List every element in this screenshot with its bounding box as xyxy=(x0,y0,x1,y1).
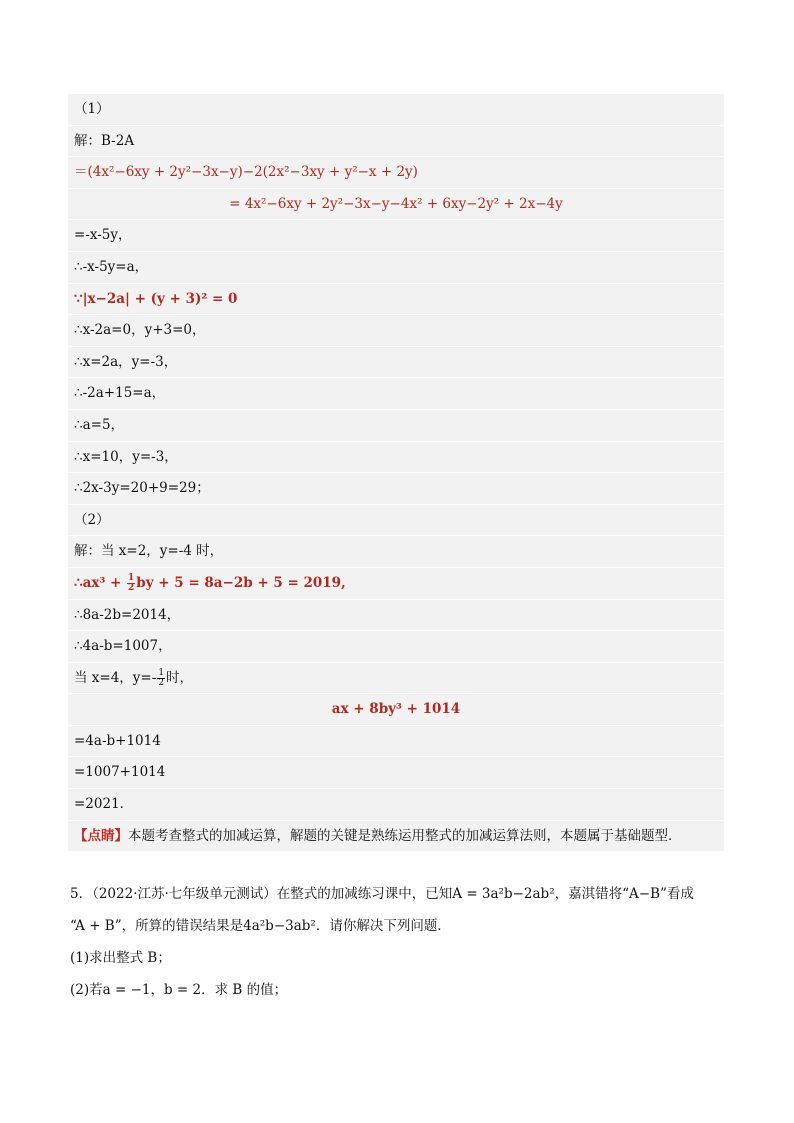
line-text: =-x-5y， xyxy=(74,227,132,244)
solution-line xyxy=(68,315,724,347)
line-text: 当 x=4，y=- xyxy=(74,669,157,686)
fraction-denominator: 2 xyxy=(128,582,135,593)
solution-line-condition xyxy=(68,284,724,316)
line-text: ∴a=5， xyxy=(74,416,125,433)
solution-line xyxy=(68,726,724,758)
question-text: “A + B”，所算的错误结果是4a²b−3ab²．请你解决下列问题． xyxy=(70,918,451,934)
solution-line xyxy=(68,347,724,379)
line-text: 解：B-2A xyxy=(74,132,135,149)
line-text: ∴8a-2b=2014， xyxy=(74,606,181,623)
question-text: 5．（2022·江苏·七年级单元测试）在整式的加减练习课中，已知A = 3a²b−2ab²，嘉淇错将“A−B”看成 xyxy=(70,886,694,902)
comment-tag: 【点睛】 xyxy=(74,827,128,844)
math-expression: ∴ax³ + xyxy=(74,574,127,591)
line-text: 解：当 x=2，y=-4 时， xyxy=(74,543,224,560)
solution-line xyxy=(68,663,724,695)
line-text: ∴x=10，y=-3， xyxy=(74,448,178,465)
solution-line xyxy=(68,473,724,505)
math-expression: by + 5 = 8a−2b + 5 = 2019, xyxy=(136,574,346,591)
comment-text: 本题考查整式的加减运算，解题的关键是熟练运用整式的加减运算法则，本题属于基础题型． xyxy=(128,827,682,844)
fraction-half xyxy=(157,669,165,688)
math-expression: ∵|x−2a| + (y + 3)² = 0 xyxy=(74,290,238,307)
solution-line xyxy=(68,126,724,158)
math-expression: ＝(4x²−6xy + 2y²−3x−y)−2(2x²−3xy + y²−x + 2y) xyxy=(74,164,418,181)
solution-line-part1-header xyxy=(68,94,724,126)
solution-line-expanded xyxy=(68,189,724,221)
solution-line xyxy=(68,757,724,789)
solution-line-expression xyxy=(68,157,724,189)
solution-line xyxy=(68,442,724,474)
line-text: =2021． xyxy=(74,796,134,813)
line-text: ∴-2a+15=a， xyxy=(74,385,166,402)
solution-line xyxy=(68,410,724,442)
line-text: ∴2x-3y=20+9=29； xyxy=(74,480,210,497)
question-part-1 xyxy=(70,948,730,968)
question-line-2 xyxy=(70,916,730,936)
line-text: ∴-x-5y=a， xyxy=(74,258,149,275)
solution-line-equation xyxy=(68,568,724,600)
line-text: ∴x=2a，y=-3， xyxy=(74,353,178,370)
line-text: 时， xyxy=(166,669,194,686)
solution-line xyxy=(68,378,724,410)
solution-line-part2-header xyxy=(68,505,724,537)
math-expression: ax + 8by³ + 1014 xyxy=(331,701,461,718)
solution-line xyxy=(68,789,724,821)
line-text: （2） xyxy=(74,511,110,528)
fraction-numerator: 1 xyxy=(158,667,165,678)
solution-line xyxy=(68,220,724,252)
solution-line xyxy=(68,536,724,568)
solution-line xyxy=(68,600,724,632)
solution-line-target-expression xyxy=(68,694,724,726)
fraction-denominator: 2 xyxy=(158,677,165,688)
line-text: （1） xyxy=(74,101,110,117)
solution-line xyxy=(68,252,724,284)
math-expression: = 4x²−6xy + 2y²−3x−y−4x² + 6xy−2y² + 2x−4y xyxy=(229,195,563,212)
line-text: ∴x-2a=0，y+3=0， xyxy=(74,322,206,339)
question-text: (1)求出整式 B； xyxy=(70,950,171,966)
comment-line xyxy=(68,821,724,853)
question-part-2 xyxy=(70,980,730,1000)
fraction-half xyxy=(127,574,135,593)
fraction-numerator: 1 xyxy=(128,572,135,583)
line-text: =4a-b+1014 xyxy=(74,732,161,749)
solution-line xyxy=(68,631,724,663)
line-text: =1007+1014 xyxy=(74,764,166,781)
solution-block xyxy=(68,94,724,852)
question-text: (2)若a = −1，b = 2．求 B 的值； xyxy=(70,982,288,998)
line-text: ∴4a-b=1007， xyxy=(74,638,172,655)
question-line-1 xyxy=(70,884,730,904)
